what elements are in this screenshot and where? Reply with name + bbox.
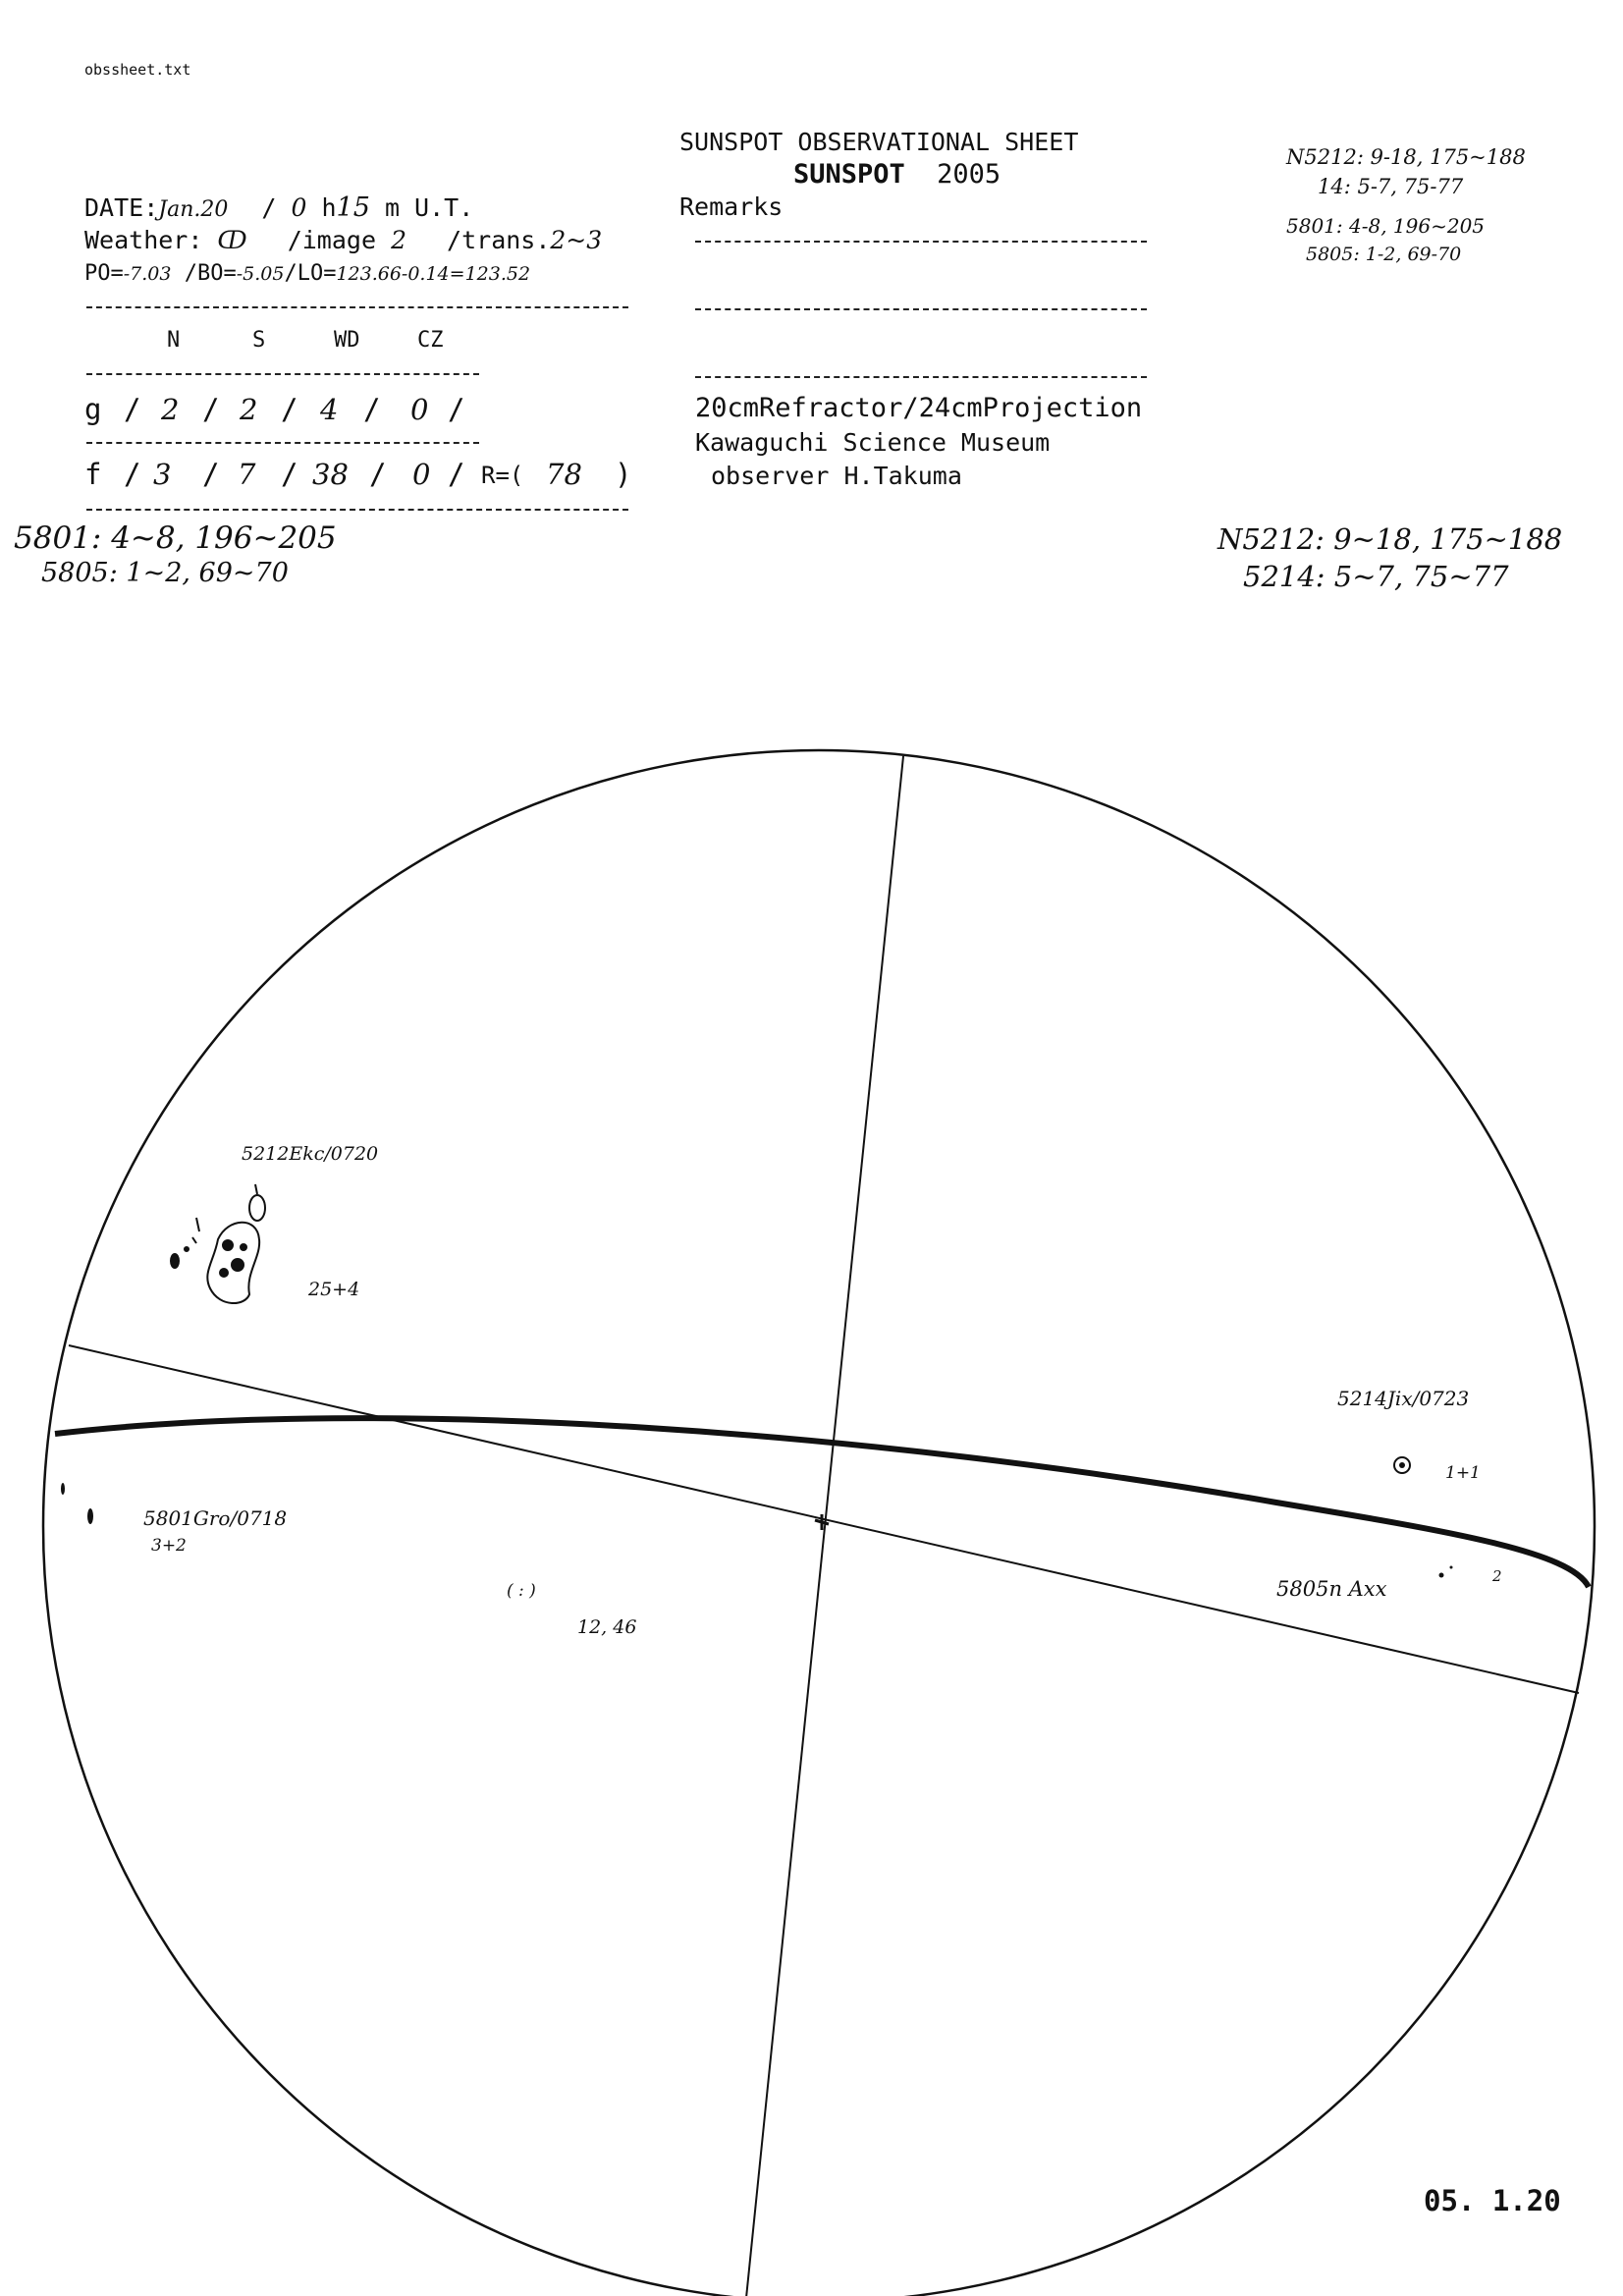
- spot-group-5801-sketch: [61, 1483, 93, 1524]
- col-cz: CZ: [417, 328, 444, 353]
- spot-group-5212-sketch: [171, 1184, 265, 1303]
- f-slash-2: /: [202, 458, 220, 491]
- f-slash-5: /: [448, 458, 465, 491]
- spot-group-5214-sketch: [1394, 1457, 1410, 1473]
- institution: Kawaguchi Science Museum: [695, 428, 1051, 457]
- note-right-2: 5214: 5~7, 75~77: [1243, 560, 1509, 593]
- g-label: g: [84, 393, 102, 426]
- col-n: N: [167, 328, 181, 353]
- date-stamp: 05. 1.20: [1424, 2184, 1561, 2217]
- polar-axis: [746, 756, 903, 2296]
- g-value-wd: 4: [320, 393, 339, 426]
- r-value: 78: [546, 458, 582, 491]
- trans-label: /trans.: [447, 226, 551, 254]
- date-label: DATE:: [84, 193, 159, 222]
- note-top-right-2: 14: 5-7, 75-77: [1318, 175, 1464, 198]
- time-prefix: /: [261, 193, 277, 222]
- f-label: f: [84, 458, 102, 491]
- note-top-right-3: 5801: 4-8, 196~205: [1286, 214, 1486, 238]
- group-5805-count: 2: [1492, 1567, 1502, 1585]
- f-value-cz: 0: [412, 458, 431, 491]
- r-close: ): [615, 458, 632, 491]
- group-5801-label: 5801Gro/0718: [143, 1506, 288, 1530]
- group-5212-count: 25+4: [308, 1279, 360, 1300]
- time-hours: 0: [291, 193, 307, 222]
- f-value-n: 3: [153, 458, 172, 491]
- faint-group-count: 12, 46: [577, 1616, 637, 1638]
- spot-group-5805-sketch: [1439, 1566, 1453, 1578]
- b0-label: /BO=: [184, 261, 237, 286]
- note-top-right-4: 5805: 1-2, 69-70: [1306, 244, 1462, 265]
- g-slash-4: /: [363, 393, 381, 426]
- group-5212-label: 5212Ekc/0720: [242, 1143, 379, 1165]
- note-top-right-1: N5212: 9-18, 175~188: [1286, 145, 1526, 169]
- g-slash-3: /: [281, 393, 298, 426]
- l0-label: /LO=: [284, 261, 337, 286]
- f-slash-1: /: [124, 458, 141, 491]
- observer: observer H.Takuma: [711, 462, 962, 490]
- note-left-2: 5805: 1~2, 69~70: [41, 558, 289, 588]
- note-left-1: 5801: 4~8, 196~205: [14, 520, 337, 556]
- note-right-1: N5212: 9~18, 175~188: [1217, 522, 1563, 556]
- instrument: 20cmRefractor/24cmProjection: [695, 393, 1143, 423]
- g-value-cz: 0: [410, 393, 429, 426]
- col-wd: WD: [334, 328, 360, 353]
- g-value-n: 2: [161, 393, 180, 426]
- sheet-year: 2005: [937, 159, 1001, 190]
- f-value-wd: 38: [312, 458, 349, 491]
- group-5801-count: 3+2: [151, 1536, 187, 1556]
- group-5214-label: 5214Jix/0723: [1337, 1387, 1470, 1410]
- faint-group-mark: ( : ): [507, 1581, 536, 1601]
- col-s: S: [252, 328, 266, 353]
- image-label: /image: [287, 226, 377, 254]
- g-slash-5: /: [448, 393, 465, 426]
- date-value: Jan.20: [158, 197, 229, 222]
- group-5214-count: 1+1: [1445, 1463, 1481, 1483]
- file-name: obssheet.txt: [84, 61, 191, 79]
- subtitle-label: SUNSPOT: [793, 159, 905, 190]
- p0-label: PO=: [84, 261, 124, 286]
- sheet-title: SUNSPOT OBSERVATIONAL SHEET: [679, 128, 1079, 156]
- g-value-s: 2: [240, 393, 258, 426]
- l0-value: 123.66-0.14=123.52: [336, 263, 531, 285]
- g-slash-2: /: [202, 393, 220, 426]
- f-slash-3: /: [281, 458, 298, 491]
- g-slash-1: /: [124, 393, 141, 426]
- time-minutes: 15: [336, 192, 370, 223]
- image-value: 2: [391, 226, 406, 254]
- b0-value: -5.05: [236, 263, 285, 285]
- f-value-s: 7: [238, 458, 256, 491]
- p0-value: -7.03: [123, 263, 172, 285]
- f-slash-4: /: [369, 458, 387, 491]
- weather-label: Weather:: [84, 226, 203, 254]
- time-suffix: m U.T.: [384, 193, 474, 222]
- trans-value: 2~3: [550, 226, 603, 254]
- remarks-label: Remarks: [679, 192, 784, 221]
- group-5805-label: 5805n Axx: [1276, 1577, 1387, 1601]
- time-hours-label: h: [321, 193, 337, 222]
- weather-value: ↀ: [217, 226, 247, 254]
- r-label: R=(: [481, 462, 524, 489]
